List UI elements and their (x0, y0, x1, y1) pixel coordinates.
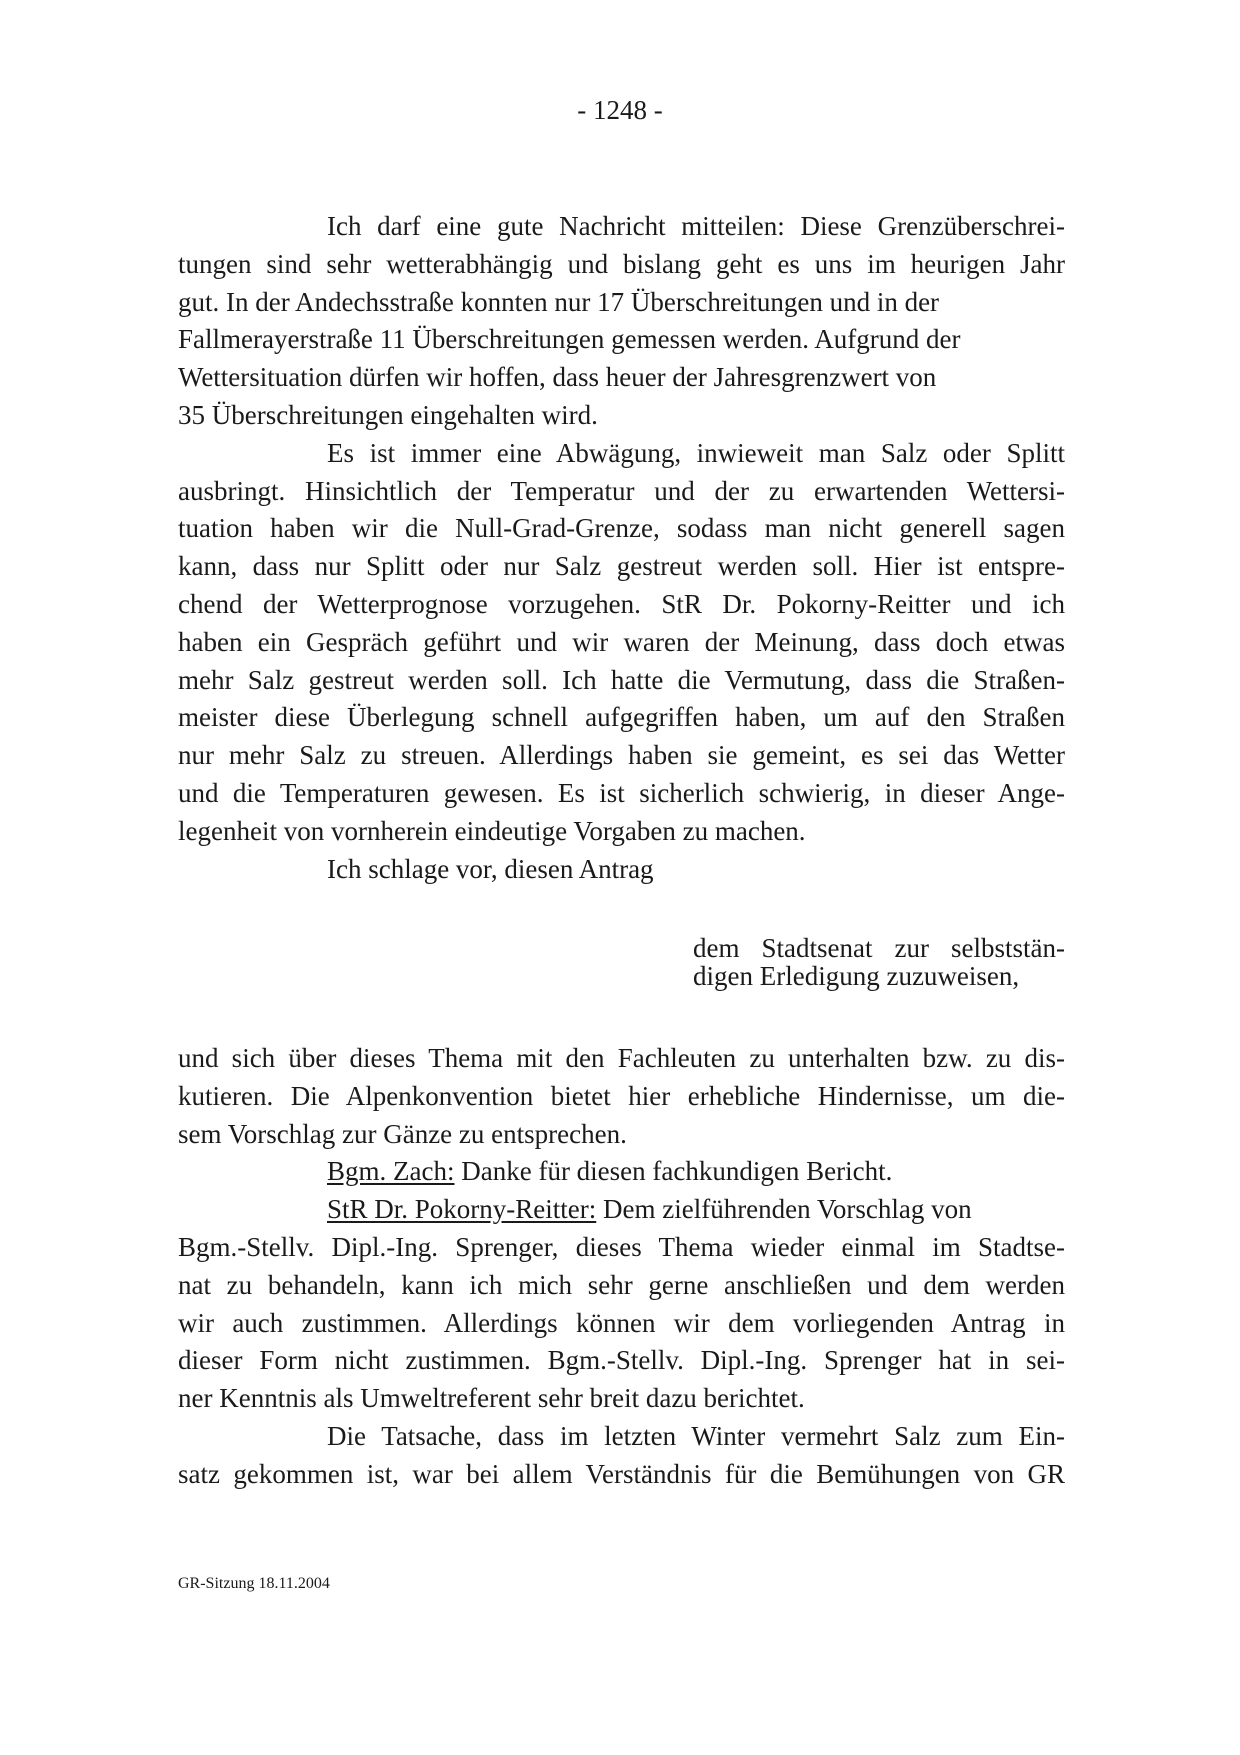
page-number: - 1248 - (577, 95, 663, 125)
body-text-block-2 (178, 1040, 1065, 1494)
text-line: tuation haben wir die Null-Grad-Grenze, sodass man nicht generell sagen (178, 513, 1065, 544)
text-line: dieser Form nicht zustimmen. Bgm.-Stellv. Dipl.-Ing. Sprenger hat in sei- (178, 1345, 1065, 1376)
text-line: meister diese Überlegung schnell aufgegriffen haben, um auf den Straßen (178, 702, 1065, 733)
text-line: Ich schlage vor, diesen Antrag (327, 853, 654, 884)
text-line: sem Vorschlag zur Gänze zu entsprechen. (178, 1118, 627, 1149)
text-line: wir auch zustimmen. Allerdings können wir dem vorliegenden Antrag in (178, 1307, 1065, 1338)
speech-text: Dem zielführenden Vorschlag von (596, 1194, 972, 1225)
text-line: Ich darf eine gute Nachricht mitteilen: Diese Grenzüberschrei- (327, 211, 1065, 241)
text-line: nur mehr Salz zu streuen. Allerdings haben sie gemeint, es sei das Wetter (178, 740, 1065, 771)
text-line: und sich über dieses Thema mit den Fachleuten zu unterhalten bzw. zu dis- (178, 1043, 1065, 1073)
text-line: haben ein Gespräch geführt und wir waren der Meinung, dass doch etwas (178, 626, 1065, 657)
motion-text (693, 934, 1065, 990)
text-line: kann, dass nur Splitt oder nur Salz gestreut werden soll. Hier ist entspre- (178, 551, 1065, 582)
text-line: ausbringt. Hinsichtlich der Temperatur und der zu erwartenden Wettersi- (178, 475, 1065, 506)
text-line: kutieren. Die Alpenkonvention bietet hier erhebliche Hindernisse, um die- (178, 1080, 1065, 1111)
text-line: tungen sind sehr wetterabhängig und bislang geht es uns im heurigen Jahr (178, 248, 1065, 279)
text-line: ner Kenntnis als Umweltreferent sehr breit dazu berichtet. (178, 1383, 805, 1414)
text-line: nat zu behandeln, kann ich mich sehr gerne anschließen und dem werden (178, 1269, 1065, 1300)
motion-line: dem Stadtsenat zur selbststän- (693, 933, 1065, 963)
motion-line: digen Erledigung zuzuweisen, (693, 961, 1020, 991)
page-footer: GR-Sitzung 18.11.2004 (178, 1575, 330, 1592)
text-line: 35 Überschreitungen eingehalten wird. (178, 399, 598, 430)
text-line: Es ist immer eine Abwägung, inwieweit man Salz oder Splitt (327, 437, 1065, 468)
text-line: Wettersituation dürfen wir hoffen, dass heuer der Jahresgrenzwert von (178, 362, 937, 393)
speech-text: Danke für diesen fachkundigen Bericht. (454, 1156, 893, 1187)
text-line: Fallmerayerstraße 11 Überschreitungen gemessen werden. Aufgrund der (178, 324, 961, 355)
text-line: gut. In der Andechsstraße konnten nur 17 Überschreitungen und in der (178, 286, 940, 317)
speaker-line-pokorny-reitter (178, 1191, 1065, 1229)
text-line: chend der Wetterprognose vorzugehen. StR Dr. Pokorny-Reitter und ich (178, 588, 1065, 619)
body-text-block-1 (178, 208, 1065, 888)
text-line: satz gekommen ist, war bei allem Verständnis für die Bemühungen von GR (178, 1458, 1065, 1489)
text-line: Bgm.-Stellv. Dipl.-Ing. Sprenger, dieses Thema wieder einmal im Stadtse- (178, 1231, 1065, 1262)
speaker-line-zach (178, 1153, 1065, 1191)
speaker-name: Bgm. Zach: (327, 1156, 455, 1187)
text-line: mehr Salz gestreut werden soll. Ich hatte die Vermutung, dass die Straßen- (178, 664, 1065, 695)
text-line: und die Temperaturen gewesen. Es ist sicherlich schwierig, in dieser Ange- (178, 777, 1065, 808)
text-line: Die Tatsache, dass im letzten Winter vermehrt Salz zum Ein- (327, 1420, 1065, 1451)
speaker-name: StR Dr. Pokorny-Reitter: (327, 1194, 597, 1225)
text-line: legenheit von vornherein eindeutige Vorgaben zu machen. (178, 815, 806, 846)
